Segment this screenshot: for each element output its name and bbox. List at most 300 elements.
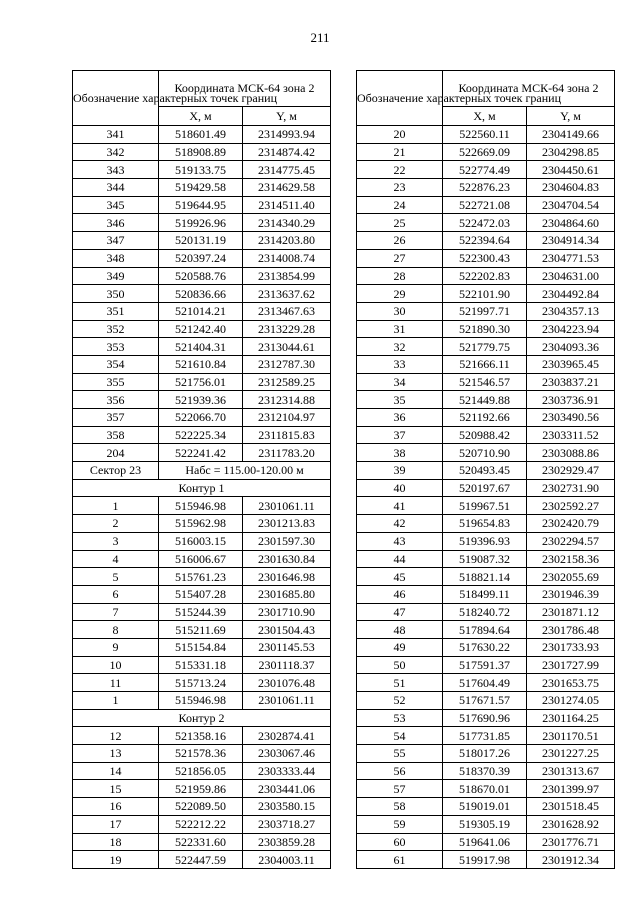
y-coordinate-cell: 2312104.97	[243, 409, 331, 427]
table-row	[357, 161, 615, 179]
point-id-cell: 25	[357, 214, 443, 232]
x-coordinate-cell: 522300.43	[443, 249, 527, 267]
table-row	[73, 143, 331, 161]
table-row	[357, 515, 615, 533]
y-coordinate-cell: 2301733.93	[527, 638, 615, 656]
point-id-cell: 353	[73, 338, 159, 356]
x-coordinate-cell: 519967.51	[443, 497, 527, 515]
y-coordinate-cell: 2304298.85	[527, 143, 615, 161]
coordinate-column-header: Координата МСК-64 зона 2	[443, 71, 615, 107]
y-coordinate-cell: 2302929.47	[527, 462, 615, 480]
x-coordinate-cell: 519019.01	[443, 798, 527, 816]
y-coordinate-cell: 2301727.99	[527, 656, 615, 674]
point-id-cell: 17	[73, 815, 159, 833]
x-coordinate-cell: 519641.06	[443, 833, 527, 851]
y-coordinate-cell: 2303580.15	[243, 798, 331, 816]
x-coordinate-cell: 521242.40	[159, 320, 243, 338]
y-coordinate-cell: 2313044.61	[243, 338, 331, 356]
y-coordinate-cell: 2312589.25	[243, 373, 331, 391]
table-row	[357, 462, 615, 480]
table-row	[73, 515, 331, 533]
x-coordinate-cell: 518601.49	[159, 126, 243, 144]
x-coordinate-cell: 520710.90	[443, 444, 527, 462]
table-row	[73, 373, 331, 391]
y-coordinate-cell: 2303736.91	[527, 391, 615, 409]
x-coordinate-cell: 517591.37	[443, 656, 527, 674]
x-coordinate-cell: 517630.22	[443, 638, 527, 656]
point-id-cell: 19	[73, 851, 159, 869]
table-row	[73, 267, 331, 285]
point-id-cell: 46	[357, 585, 443, 603]
x-coordinate-cell: 521610.84	[159, 355, 243, 373]
y-coordinate-cell: 2301871.12	[527, 603, 615, 621]
point-id-cell: 3	[73, 532, 159, 550]
table-row	[73, 126, 331, 144]
coordinate-column-header: Координата МСК-64 зона 2	[159, 71, 331, 107]
x-coordinate-cell: 521890.30	[443, 320, 527, 338]
y-coordinate-cell: 2301118.37	[243, 656, 331, 674]
x-coordinate-cell: 515713.24	[159, 674, 243, 692]
point-id-cell: 55	[357, 745, 443, 763]
point-id-cell: 41	[357, 497, 443, 515]
y-coordinate-cell: 2303333.44	[243, 762, 331, 780]
x-coordinate-cell: 518017.26	[443, 745, 527, 763]
point-id-cell: 348	[73, 249, 159, 267]
point-id-cell: 1	[73, 692, 159, 710]
y-coordinate-cell: 2304149.66	[527, 126, 615, 144]
table-row	[73, 745, 331, 763]
x-coordinate-cell: 521856.05	[159, 762, 243, 780]
x-coordinate-cell: 519654.83	[443, 515, 527, 533]
point-id-cell: 2	[73, 515, 159, 533]
point-id-cell: 29	[357, 285, 443, 303]
point-id-cell: 7	[73, 603, 159, 621]
x-coordinate-cell: 517671.57	[443, 692, 527, 710]
table-row	[357, 143, 615, 161]
point-id-cell: 13	[73, 745, 159, 763]
point-id-cell: 27	[357, 249, 443, 267]
table-row	[357, 638, 615, 656]
table-row	[73, 444, 331, 462]
y-coordinate-cell: 2304093.36	[527, 338, 615, 356]
y-coordinate-cell: 2301227.25	[527, 745, 615, 763]
x-coordinate-cell: 522212.22	[159, 815, 243, 833]
table-row	[357, 497, 615, 515]
x-coordinate-cell: 521358.16	[159, 727, 243, 745]
y-coordinate-cell: 2304631.00	[527, 267, 615, 285]
table-row	[73, 550, 331, 568]
y-coordinate-cell: 2301518.45	[527, 798, 615, 816]
table-row	[357, 550, 615, 568]
x-coordinate-cell: 522225.34	[159, 426, 243, 444]
table-row	[73, 762, 331, 780]
y-coordinate-cell: 2302731.90	[527, 479, 615, 497]
y-coordinate-cell: 2301628.92	[527, 815, 615, 833]
table-row	[73, 391, 331, 409]
page-number: 211	[310, 30, 330, 45]
table-row	[357, 232, 615, 250]
y-coordinate-cell: 2314203.80	[243, 232, 331, 250]
x-coordinate-cell: 521449.88	[443, 391, 527, 409]
x-coordinate-cell: 522202.83	[443, 267, 527, 285]
x-coordinate-cell: 515154.84	[159, 638, 243, 656]
table-row	[357, 267, 615, 285]
y-coordinate-cell: 2302158.36	[527, 550, 615, 568]
x-coordinate-cell: 518240.72	[443, 603, 527, 621]
table-row	[73, 302, 331, 320]
y-coordinate-cell: 2311815.83	[243, 426, 331, 444]
x-coordinate-cell: 522447.59	[159, 851, 243, 869]
y-coordinate-cell: 2314008.74	[243, 249, 331, 267]
table-row	[73, 497, 331, 515]
point-id-cell: 51	[357, 674, 443, 692]
table-row	[73, 638, 331, 656]
table-row	[357, 391, 615, 409]
table-row	[357, 338, 615, 356]
point-id-cell: 342	[73, 143, 159, 161]
point-id-cell: 345	[73, 196, 159, 214]
y-coordinate-cell: 2304223.94	[527, 320, 615, 338]
table-row	[357, 692, 615, 710]
table-row	[357, 603, 615, 621]
x-coordinate-cell: 515407.28	[159, 585, 243, 603]
coordinates-table-right	[356, 70, 615, 869]
point-id-cell: 346	[73, 214, 159, 232]
table-row	[357, 479, 615, 497]
contour-row	[73, 479, 331, 497]
x-coordinate-cell: 515244.39	[159, 603, 243, 621]
table-row	[357, 249, 615, 267]
sector-label-cell: Сектор 23	[73, 462, 159, 480]
table-row	[357, 302, 615, 320]
table-row	[357, 444, 615, 462]
table-row	[357, 762, 615, 780]
y-coordinate-cell: 2301274.05	[527, 692, 615, 710]
table-row	[73, 249, 331, 267]
point-id-cell: 12	[73, 727, 159, 745]
table-row	[357, 373, 615, 391]
point-id-cell: 357	[73, 409, 159, 427]
y-coordinate-cell: 2301630.84	[243, 550, 331, 568]
point-id-cell: 39	[357, 462, 443, 480]
table-row	[73, 409, 331, 427]
point-id-cell: 53	[357, 709, 443, 727]
x-coordinate-cell: 518670.01	[443, 780, 527, 798]
y-coordinate-cell: 2314775.45	[243, 161, 331, 179]
point-id-cell: 24	[357, 196, 443, 214]
y-coordinate-cell: 2304771.53	[527, 249, 615, 267]
y-coordinate-cell: 2302592.27	[527, 497, 615, 515]
table-row	[73, 285, 331, 303]
table-row	[357, 568, 615, 586]
x-coordinate-cell: 517894.64	[443, 621, 527, 639]
y-column-header: Y, м	[243, 106, 331, 125]
table-row	[73, 338, 331, 356]
x-coordinate-cell: 522721.08	[443, 196, 527, 214]
point-id-cell: 14	[73, 762, 159, 780]
x-coordinate-cell: 519305.19	[443, 815, 527, 833]
coordinates-table-left	[72, 70, 331, 869]
table-row	[73, 798, 331, 816]
point-id-cell: 22	[357, 161, 443, 179]
y-coordinate-cell: 2301061.11	[243, 692, 331, 710]
table-row	[73, 603, 331, 621]
y-coordinate-cell: 2301710.90	[243, 603, 331, 621]
table-row	[357, 126, 615, 144]
x-column-header: X, м	[443, 106, 527, 125]
x-coordinate-cell: 521014.21	[159, 302, 243, 320]
y-coordinate-cell: 2301313.67	[527, 762, 615, 780]
y-coordinate-cell: 2302294.57	[527, 532, 615, 550]
point-id-cell: 34	[357, 373, 443, 391]
x-coordinate-cell: 519429.58	[159, 179, 243, 197]
y-coordinate-cell: 2301653.75	[527, 674, 615, 692]
point-id-cell: 58	[357, 798, 443, 816]
x-coordinate-cell: 521546.57	[443, 373, 527, 391]
point-id-cell: 45	[357, 568, 443, 586]
x-coordinate-cell: 520588.76	[159, 267, 243, 285]
table-row	[73, 161, 331, 179]
point-id-cell: 20	[357, 126, 443, 144]
point-id-cell: 38	[357, 444, 443, 462]
point-id-cell: 355	[73, 373, 159, 391]
x-coordinate-cell: 522331.60	[159, 833, 243, 851]
y-coordinate-cell: 2304492.84	[527, 285, 615, 303]
x-coordinate-cell: 521756.01	[159, 373, 243, 391]
table-row	[357, 532, 615, 550]
point-id-cell: 35	[357, 391, 443, 409]
y-coordinate-cell: 2301912.34	[527, 851, 615, 869]
y-coordinate-cell: 2303067.46	[243, 745, 331, 763]
point-id-cell: 44	[357, 550, 443, 568]
y-coordinate-cell: 2313229.28	[243, 320, 331, 338]
x-coordinate-cell: 517731.85	[443, 727, 527, 745]
table-row	[357, 851, 615, 869]
point-id-cell: 26	[357, 232, 443, 250]
table-row	[357, 320, 615, 338]
x-coordinate-cell: 520493.45	[443, 462, 527, 480]
x-coordinate-cell: 515962.98	[159, 515, 243, 533]
x-coordinate-cell: 515946.98	[159, 692, 243, 710]
contour-label-cell: Контур 1	[73, 479, 331, 497]
x-coordinate-cell: 522241.42	[159, 444, 243, 462]
point-id-cell: 5	[73, 568, 159, 586]
y-coordinate-cell: 2301076.48	[243, 674, 331, 692]
y-coordinate-cell: 2303088.86	[527, 444, 615, 462]
x-coordinate-cell: 520197.67	[443, 479, 527, 497]
point-id-cell: 57	[357, 780, 443, 798]
y-coordinate-cell: 2301504.43	[243, 621, 331, 639]
y-column-header: Y, м	[527, 106, 615, 125]
table-row	[73, 232, 331, 250]
x-coordinate-cell: 521939.36	[159, 391, 243, 409]
y-coordinate-cell: 2304003.11	[243, 851, 331, 869]
y-coordinate-cell: 2303965.45	[527, 355, 615, 373]
table-row	[73, 568, 331, 586]
sector-row	[73, 462, 331, 480]
y-coordinate-cell: 2304704.54	[527, 196, 615, 214]
y-coordinate-cell: 2301646.98	[243, 568, 331, 586]
y-coordinate-cell: 2314340.29	[243, 214, 331, 232]
point-column-header: Обозначение характерных точек границ	[357, 71, 443, 126]
table-row	[357, 214, 615, 232]
y-coordinate-cell: 2313637.62	[243, 285, 331, 303]
x-coordinate-cell: 521578.36	[159, 745, 243, 763]
table-row	[357, 196, 615, 214]
point-id-cell: 60	[357, 833, 443, 851]
point-id-cell: 15	[73, 780, 159, 798]
point-id-cell: 21	[357, 143, 443, 161]
table-row	[357, 709, 615, 727]
point-id-cell: 48	[357, 621, 443, 639]
point-id-cell: 54	[357, 727, 443, 745]
contour-label-cell: Контур 2	[73, 709, 331, 727]
table-body-left	[73, 126, 331, 869]
table-row	[73, 179, 331, 197]
table-row	[357, 409, 615, 427]
table-row	[357, 656, 615, 674]
point-id-cell: 47	[357, 603, 443, 621]
x-coordinate-cell: 522876.23	[443, 179, 527, 197]
y-coordinate-cell: 2301786.48	[527, 621, 615, 639]
x-coordinate-cell: 522394.64	[443, 232, 527, 250]
table-row	[73, 355, 331, 373]
point-id-cell: 43	[357, 532, 443, 550]
y-coordinate-cell: 2301946.39	[527, 585, 615, 603]
x-coordinate-cell: 522101.90	[443, 285, 527, 303]
table-row	[73, 815, 331, 833]
x-coordinate-cell: 516003.15	[159, 532, 243, 550]
table-row	[357, 674, 615, 692]
sector-height-cell: Набс = 115.00-120.00 м	[159, 462, 331, 480]
x-coordinate-cell: 522066.70	[159, 409, 243, 427]
point-id-cell: 40	[357, 479, 443, 497]
x-coordinate-cell: 520131.19	[159, 232, 243, 250]
table-row	[73, 426, 331, 444]
y-coordinate-cell: 2301164.25	[527, 709, 615, 727]
table-row	[73, 656, 331, 674]
y-coordinate-cell: 2303490.56	[527, 409, 615, 427]
point-id-cell: 23	[357, 179, 443, 197]
y-coordinate-cell: 2304604.83	[527, 179, 615, 197]
table-row	[73, 621, 331, 639]
point-id-cell: 18	[73, 833, 159, 851]
point-id-cell: 36	[357, 409, 443, 427]
y-coordinate-cell: 2301061.11	[243, 497, 331, 515]
y-coordinate-cell: 2304914.34	[527, 232, 615, 250]
x-coordinate-cell: 521779.75	[443, 338, 527, 356]
table-row	[73, 833, 331, 851]
point-id-cell: 11	[73, 674, 159, 692]
point-id-cell: 37	[357, 426, 443, 444]
point-id-cell: 8	[73, 621, 159, 639]
x-coordinate-cell: 519926.96	[159, 214, 243, 232]
point-id-cell: 52	[357, 692, 443, 710]
point-id-cell: 50	[357, 656, 443, 674]
point-id-cell: 16	[73, 798, 159, 816]
y-coordinate-cell: 2303311.52	[527, 426, 615, 444]
x-coordinate-cell: 515331.18	[159, 656, 243, 674]
x-coordinate-cell: 520397.24	[159, 249, 243, 267]
x-coordinate-cell: 521666.11	[443, 355, 527, 373]
x-coordinate-cell: 522774.49	[443, 161, 527, 179]
contour-row	[73, 709, 331, 727]
x-coordinate-cell: 516006.67	[159, 550, 243, 568]
point-id-cell: 32	[357, 338, 443, 356]
x-coordinate-cell: 518908.89	[159, 143, 243, 161]
y-coordinate-cell: 2303718.27	[243, 815, 331, 833]
x-coordinate-cell: 519396.93	[443, 532, 527, 550]
x-coordinate-cell: 521404.31	[159, 338, 243, 356]
point-column-header: Обозначение характерных точек границ	[73, 71, 159, 126]
table-row	[357, 815, 615, 833]
point-id-cell: 31	[357, 320, 443, 338]
y-coordinate-cell: 2314874.42	[243, 143, 331, 161]
table-row	[73, 851, 331, 869]
y-coordinate-cell: 2303441.06	[243, 780, 331, 798]
table-row	[357, 745, 615, 763]
y-coordinate-cell: 2314629.58	[243, 179, 331, 197]
table-row	[73, 532, 331, 550]
x-coordinate-cell: 522669.09	[443, 143, 527, 161]
point-id-cell: 61	[357, 851, 443, 869]
point-id-cell: 9	[73, 638, 159, 656]
table-row	[357, 798, 615, 816]
x-coordinate-cell: 519917.98	[443, 851, 527, 869]
y-coordinate-cell: 2312787.30	[243, 355, 331, 373]
table-row	[357, 727, 615, 745]
y-coordinate-cell: 2301776.71	[527, 833, 615, 851]
table-row	[73, 674, 331, 692]
point-id-cell: 343	[73, 161, 159, 179]
table-row	[357, 621, 615, 639]
x-coordinate-cell: 520988.42	[443, 426, 527, 444]
y-coordinate-cell: 2314993.94	[243, 126, 331, 144]
x-coordinate-cell: 521997.71	[443, 302, 527, 320]
table-row	[73, 585, 331, 603]
x-coordinate-cell: 520836.66	[159, 285, 243, 303]
point-id-cell: 28	[357, 267, 443, 285]
point-id-cell: 10	[73, 656, 159, 674]
y-coordinate-cell: 2301685.80	[243, 585, 331, 603]
y-coordinate-cell: 2311783.20	[243, 444, 331, 462]
table-row	[73, 780, 331, 798]
y-coordinate-cell: 2314511.40	[243, 196, 331, 214]
x-coordinate-cell: 522089.50	[159, 798, 243, 816]
table-row	[357, 780, 615, 798]
point-id-cell: 344	[73, 179, 159, 197]
x-coordinate-cell: 515211.69	[159, 621, 243, 639]
point-id-cell: 347	[73, 232, 159, 250]
y-coordinate-cell: 2303837.21	[527, 373, 615, 391]
table-row	[357, 355, 615, 373]
table-row	[73, 692, 331, 710]
x-coordinate-cell: 518821.14	[443, 568, 527, 586]
x-coordinate-cell: 515946.98	[159, 497, 243, 515]
point-id-cell: 42	[357, 515, 443, 533]
x-coordinate-cell: 522560.11	[443, 126, 527, 144]
point-id-cell: 351	[73, 302, 159, 320]
point-id-cell: 354	[73, 355, 159, 373]
table-row	[73, 196, 331, 214]
point-id-cell: 1	[73, 497, 159, 515]
y-coordinate-cell: 2302874.41	[243, 727, 331, 745]
x-column-header: X, м	[159, 106, 243, 125]
point-id-cell: 358	[73, 426, 159, 444]
x-coordinate-cell: 517604.49	[443, 674, 527, 692]
x-coordinate-cell: 518499.11	[443, 585, 527, 603]
x-coordinate-cell: 517690.96	[443, 709, 527, 727]
